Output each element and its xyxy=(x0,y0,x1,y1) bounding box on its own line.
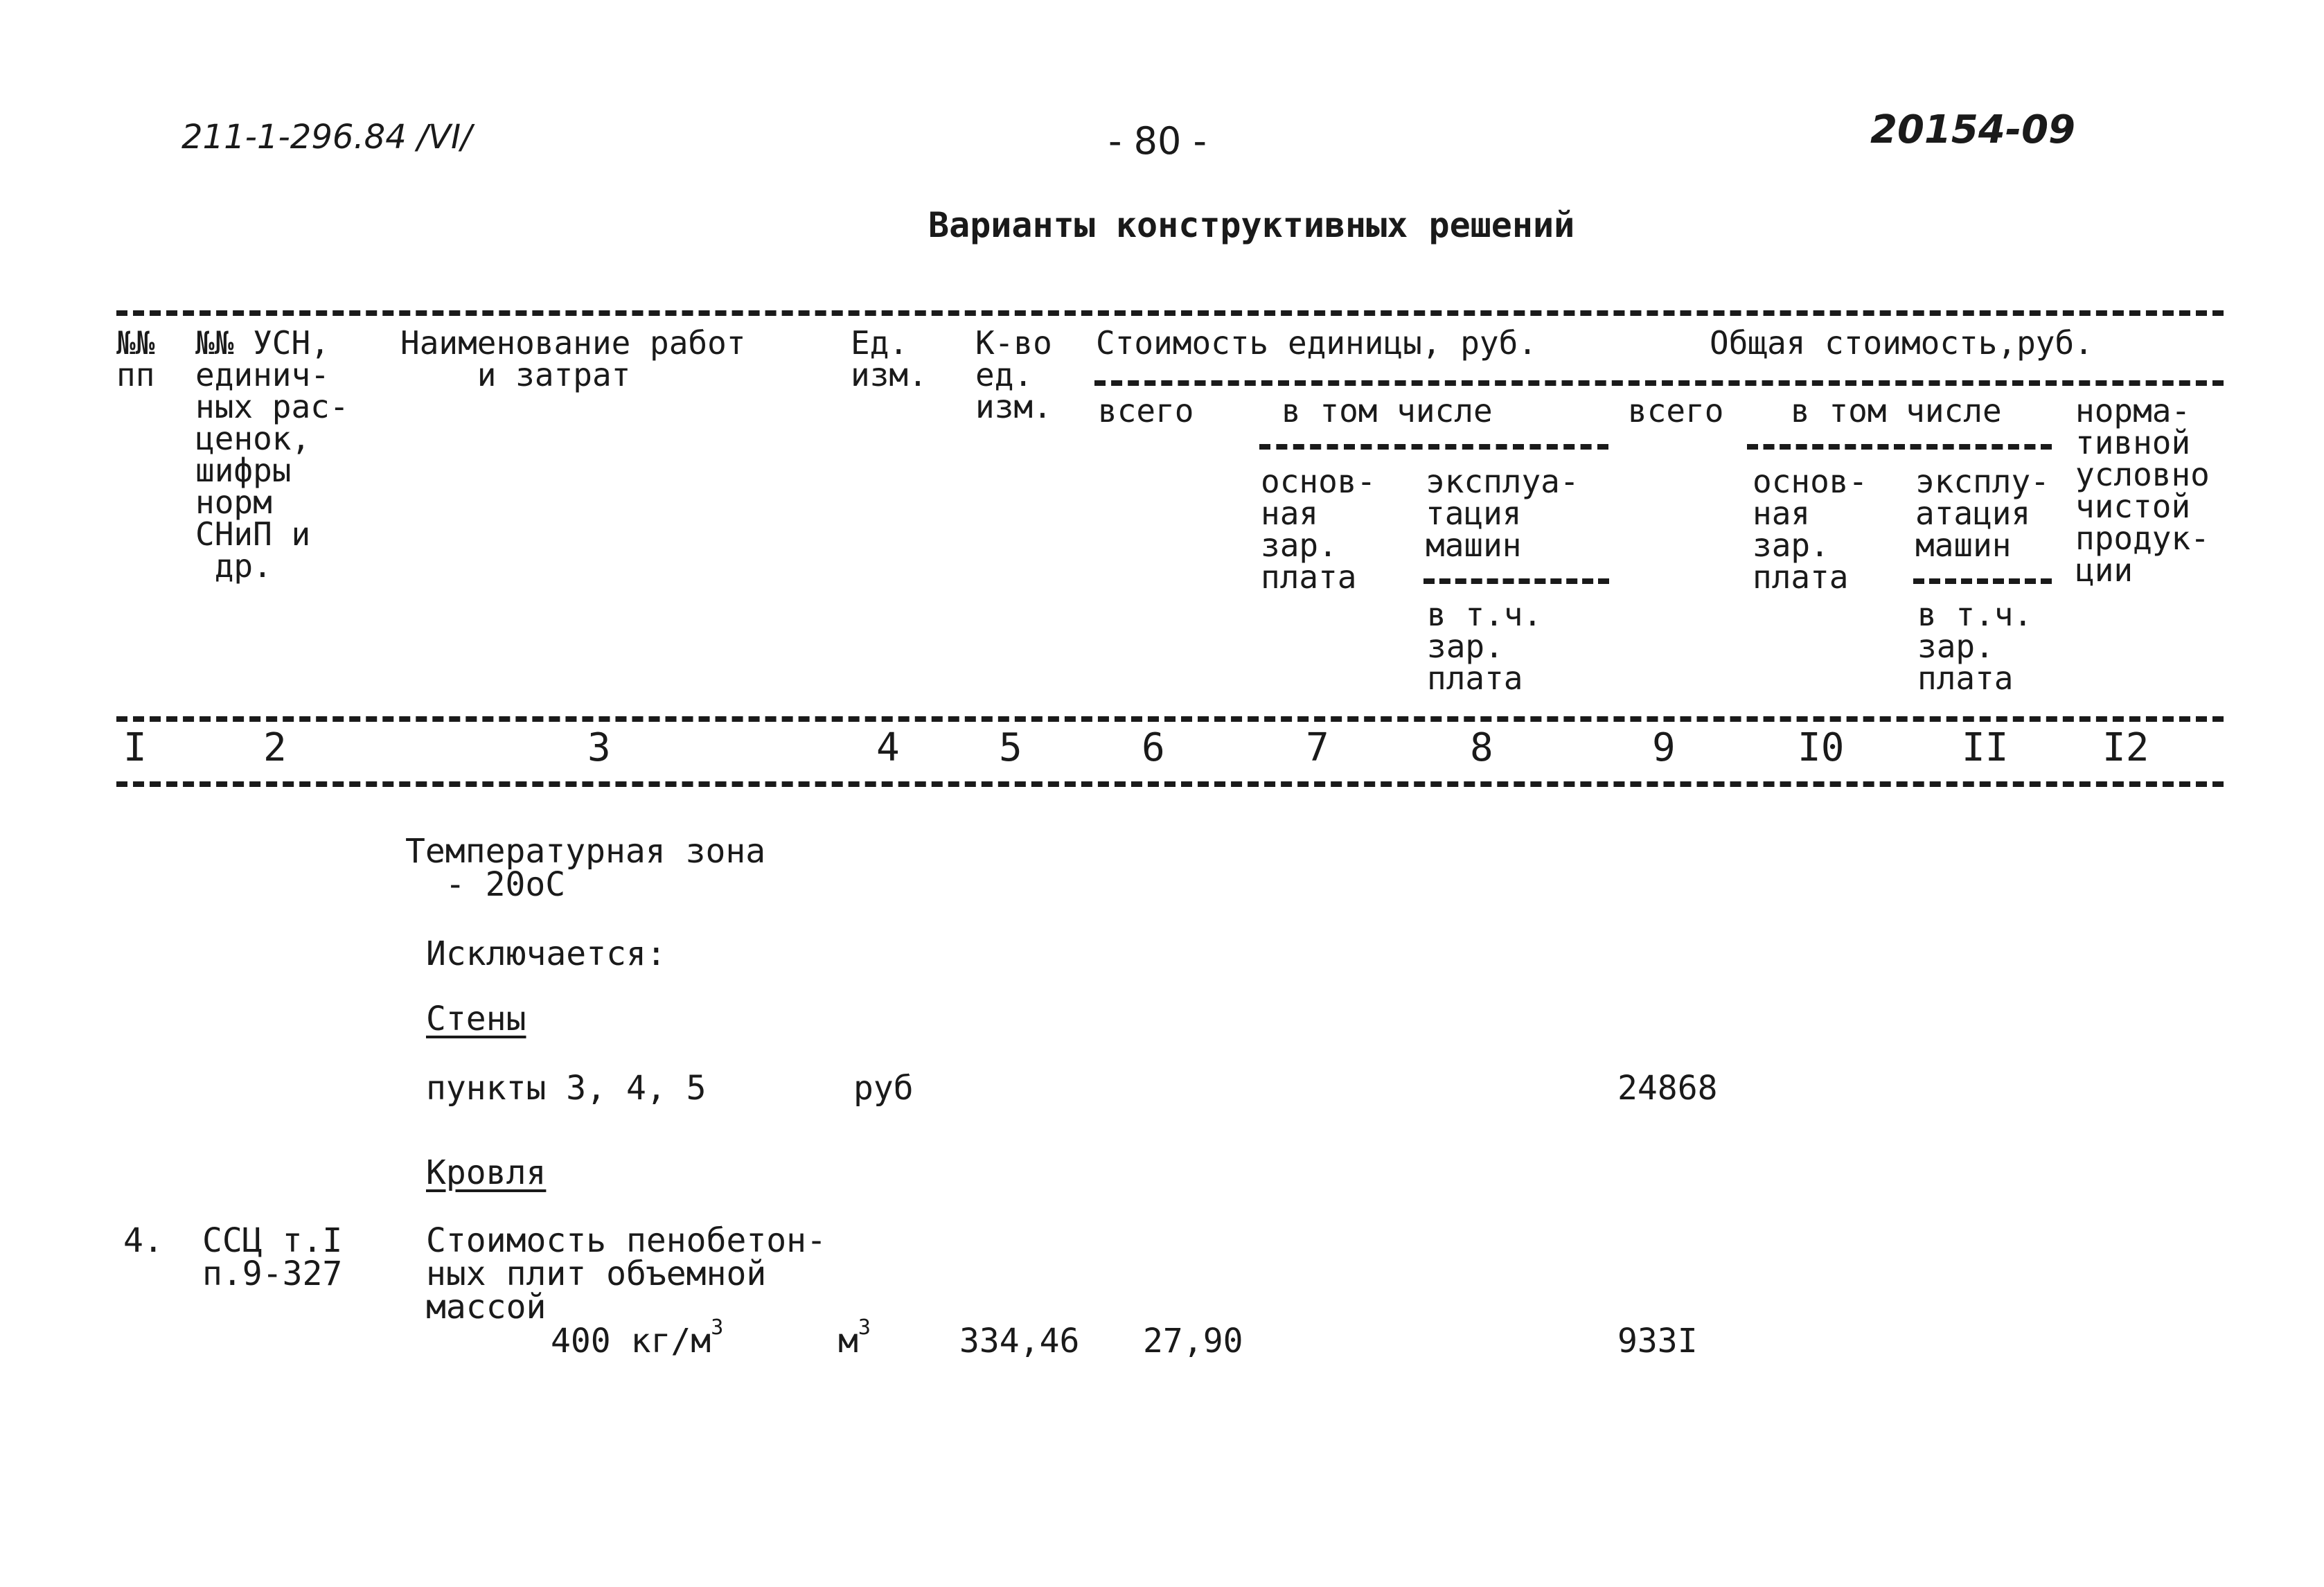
column-number-6: 6 xyxy=(1142,725,1165,770)
item-4-name: Стоимость пенобетон- ных плит объемной массой xyxy=(426,1221,826,1327)
header-col-unit: Ед. изм. xyxy=(851,324,928,393)
item-4-unit-sup: 3 xyxy=(858,1315,871,1340)
subcol-rule-1 xyxy=(1259,444,1608,450)
page-number: - 80 - xyxy=(1108,119,1207,163)
item-4-density-sup: 3 xyxy=(711,1315,724,1340)
subcol-rule-2 xyxy=(1747,444,2052,450)
header-v-tch-zar-plata-total: в т.ч. зар. плата xyxy=(1917,596,2033,697)
header-col-qty: К-во ед. изм. xyxy=(975,324,1052,425)
item-4-unit-total: 27,90 xyxy=(1143,1322,1243,1360)
item-4-quantity: 334,46 xyxy=(959,1322,1080,1360)
unit-cost-rule xyxy=(1094,380,2224,386)
header-total-cost: Общая стоимость,руб. xyxy=(1710,324,2093,362)
header-eksp-mashin-unit: эксплуа- тация машин xyxy=(1426,463,1579,564)
walls-row-unit: руб xyxy=(853,1069,914,1108)
column-number-5: 5 xyxy=(999,725,1022,770)
header-v-tch-zar-plata-unit: в т.ч. зар. плата xyxy=(1427,596,1543,697)
column-number-3: 3 xyxy=(587,725,611,770)
header-osn-zar-plata-unit: основ- ная зар. плата xyxy=(1261,463,1376,596)
column-number-12: I2 xyxy=(2102,725,2149,770)
header-osn-zar-plata-total: основ- ная зар. плата xyxy=(1753,463,1868,596)
item-4-unit xyxy=(838,1315,871,1360)
column-numbers-top-rule xyxy=(116,716,2224,722)
column-number-11: II xyxy=(1962,725,2009,770)
header-vsego-unit: всего xyxy=(1098,392,1194,429)
header-eksp-mashin-total: эксплу- атация машин xyxy=(1915,463,2050,564)
subcol-rule-3 xyxy=(1423,578,1609,584)
item-4-unit-text: м xyxy=(838,1322,858,1360)
walls-row-name: пункты 3, 4, 5 xyxy=(426,1069,707,1108)
column-number-8: 8 xyxy=(1470,725,1493,770)
item-4-density xyxy=(551,1315,724,1360)
column-number-7: 7 xyxy=(1306,725,1329,770)
header-vsego-total: всего xyxy=(1628,392,1724,429)
header-v-tom-chisle-total: в том числе xyxy=(1791,392,2002,429)
excluded-label: Исключается: xyxy=(426,934,666,973)
column-number-2: 2 xyxy=(263,725,287,770)
header-normativnoy: норма- тивной условно чистой продук- ции xyxy=(2075,392,2210,589)
column-number-9: 9 xyxy=(1652,725,1676,770)
item-4-number: 4. xyxy=(123,1221,163,1260)
column-number-10: I0 xyxy=(1798,725,1845,770)
column-numbers-bottom-rule xyxy=(116,781,2224,787)
walls-heading: Стены xyxy=(426,1000,526,1038)
temperature-zone: Температурная зона - 20оС xyxy=(405,832,766,904)
roof-heading: Кровля xyxy=(426,1153,547,1192)
walls-row-total: 24868 xyxy=(1617,1069,1718,1108)
header-unit-cost: Стоимость единицы, руб. xyxy=(1096,324,1537,362)
item-4-total: 933I xyxy=(1617,1322,1698,1360)
document-code: 211-1-296.84 /VI/ xyxy=(181,118,472,157)
table-top-rule xyxy=(116,310,2224,316)
page-title: Варианты конструктивных решений xyxy=(928,205,1575,245)
handwritten-stamp: 20154-09 xyxy=(1870,107,2075,152)
header-col-name: Наименование работ и затрат xyxy=(400,324,746,393)
column-number-4: 4 xyxy=(876,725,900,770)
item-4-density-text: 400 кг/м xyxy=(551,1322,711,1360)
header-v-tom-chisle-unit: в том числе xyxy=(1281,392,1493,429)
header-col-pp: №№ пп xyxy=(116,324,155,393)
header-col-usn: №№ УСН, единич- ных рас- ценок, шифры норм СНиП и др. xyxy=(195,324,349,585)
item-4-code: ССЦ т.I п.9-327 xyxy=(202,1221,343,1293)
subcol-rule-4 xyxy=(1913,578,2052,584)
column-number-1: I xyxy=(123,725,147,770)
